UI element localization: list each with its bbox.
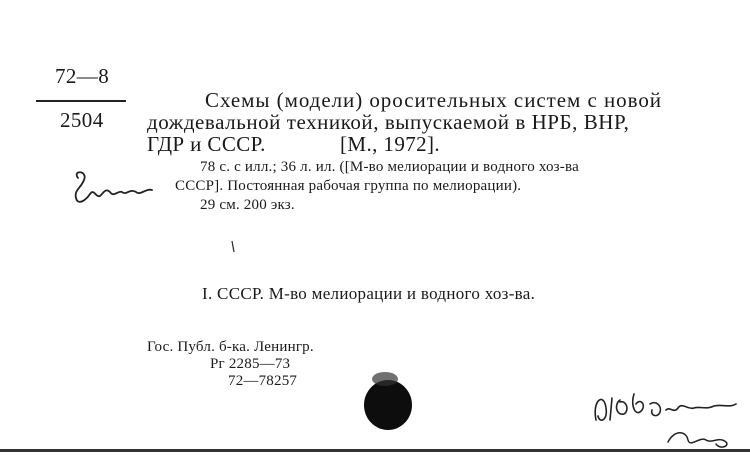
ink-blot <box>364 380 412 430</box>
tracing: I. СССР. М-во мелиорации и водного хоз-ва. <box>202 284 536 303</box>
handwritten-mark-right <box>590 380 740 450</box>
handwritten-mark-left <box>70 168 160 213</box>
stray-mark <box>228 240 238 254</box>
library-line-1: Гос. Публ. б-ка. Ленингр. <box>147 339 314 355</box>
ink-smudge <box>372 372 398 386</box>
collation-line-1: 78 с. с илл.; 36 л. ил. ([М-во мелиорации и водного хоз-ва <box>200 159 579 175</box>
library-line-2: Рг 2285—73 <box>210 356 291 372</box>
title-line-3: ГДР и СССР. <box>147 132 266 156</box>
card-bottom-edge <box>0 449 750 452</box>
title-line-1: Схемы (модели) оросительных систем с новой <box>205 88 662 112</box>
library-line-3: 72—78257 <box>228 373 298 389</box>
shelfmark-top: 72—8 <box>55 64 110 88</box>
collation-line-2: СССР]. Постоянная рабочая группа по мелиорации). <box>175 178 522 194</box>
title-line-2: дождевальной техникой, выпускаемой в НРБ, ВНР, <box>147 110 630 134</box>
shelfmark-bottom: 2504 <box>60 108 104 132</box>
shelfmark-divider <box>36 100 126 102</box>
imprint: [М., 1972]. <box>340 132 441 156</box>
collation-line-3: 29 см. 200 экз. <box>200 197 295 213</box>
